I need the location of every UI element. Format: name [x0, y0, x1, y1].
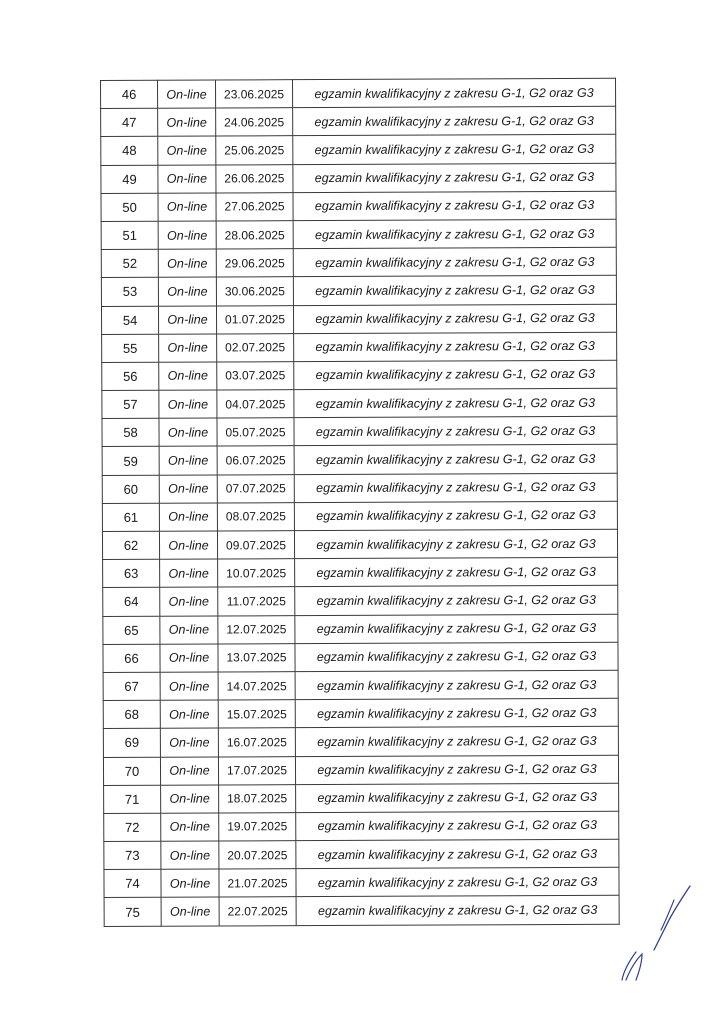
exam-description: egzamin kwalifikacyjny z zakresu G-1, G2 oraz G3 — [293, 135, 616, 165]
exam-mode: On-line — [159, 531, 217, 559]
exam-description: egzamin kwalifikacyjny z zakresu G-1, G2 oraz G3 — [296, 783, 619, 813]
table-row — [101, 276, 616, 306]
exam-description: egzamin kwalifikacyjny z zakresu G-1, G2 oraz G3 — [294, 529, 617, 559]
exam-mode: On-line — [159, 362, 217, 390]
exam-date: 17.07.2025 — [218, 756, 295, 785]
exam-mode: On-line — [160, 644, 218, 672]
exam-description: egzamin kwalifikacyjny z zakresu G-1, G2 oraz G3 — [295, 755, 618, 785]
exam-date: 29.06.2025 — [216, 249, 293, 278]
exam-mode: On-line — [158, 249, 216, 277]
exam-schedule-body — [101, 78, 620, 926]
row-number: 49 — [101, 165, 158, 193]
table-row — [102, 416, 617, 446]
exam-mode: On-line — [160, 587, 218, 615]
row-number: 59 — [102, 447, 159, 475]
row-number: 47 — [101, 108, 158, 136]
exam-mode: On-line — [160, 616, 218, 644]
exam-date: 03.07.2025 — [217, 362, 294, 391]
exam-date: 14.07.2025 — [218, 672, 295, 701]
exam-date: 23.06.2025 — [216, 80, 293, 109]
row-number: 66 — [103, 644, 160, 672]
table-row — [101, 106, 616, 136]
exam-date: 08.07.2025 — [217, 502, 294, 531]
table-row — [103, 670, 618, 700]
exam-description: egzamin kwalifikacyjny z zakresu G-1, G2 oraz G3 — [296, 811, 619, 841]
exam-date: 16.07.2025 — [218, 728, 295, 757]
exam-description: egzamin kwalifikacyjny z zakresu G-1, G2 oraz G3 — [294, 332, 617, 362]
row-number: 48 — [101, 137, 158, 165]
exam-description: egzamin kwalifikacyjny z zakresu G-1, G2 oraz G3 — [293, 276, 616, 306]
exam-mode: On-line — [159, 390, 217, 418]
exam-mode: On-line — [161, 785, 219, 813]
exam-mode: On-line — [158, 277, 216, 305]
exam-date: 13.07.2025 — [218, 643, 295, 672]
exam-date: 06.07.2025 — [217, 446, 294, 475]
exam-date: 12.07.2025 — [218, 615, 295, 644]
exam-description: egzamin kwalifikacyjny z zakresu G-1, G2 oraz G3 — [296, 896, 619, 926]
exam-description: egzamin kwalifikacyjny z zakresu G-1, G2 oraz G3 — [296, 867, 619, 897]
row-number: 53 — [101, 278, 158, 306]
row-number: 54 — [101, 306, 158, 334]
exam-mode: On-line — [160, 700, 218, 728]
exam-description: egzamin kwalifikacyjny z zakresu G-1, G2 oraz G3 — [295, 586, 618, 616]
exam-date: 24.06.2025 — [216, 108, 293, 137]
exam-mode: On-line — [158, 108, 216, 136]
exam-description: egzamin kwalifikacyjny z zakresu G-1, G2 oraz G3 — [293, 247, 616, 277]
exam-mode: On-line — [160, 672, 218, 700]
exam-mode: On-line — [159, 503, 217, 531]
table-row — [104, 783, 619, 813]
table-row — [104, 839, 619, 869]
exam-description: egzamin kwalifikacyjny z zakresu G-1, G2 oraz G3 — [293, 304, 616, 334]
exam-date: 15.07.2025 — [218, 700, 295, 729]
exam-mode: On-line — [160, 756, 218, 784]
table-row — [101, 219, 616, 249]
table-row — [103, 698, 618, 728]
exam-date: 25.06.2025 — [216, 136, 293, 165]
row-number: 69 — [103, 729, 160, 757]
exam-mode: On-line — [158, 193, 216, 221]
exam-mode: On-line — [159, 475, 217, 503]
exam-date: 27.06.2025 — [216, 192, 293, 221]
row-number: 68 — [103, 700, 160, 728]
exam-mode: On-line — [160, 728, 218, 756]
exam-description: egzamin kwalifikacyjny z zakresu G-1, G2 oraz G3 — [295, 698, 618, 728]
table-row — [102, 388, 617, 418]
exam-mode: On-line — [159, 418, 217, 446]
exam-description: egzamin kwalifikacyjny z zakresu G-1, G2 oraz G3 — [296, 839, 619, 869]
exam-mode: On-line — [158, 305, 216, 333]
row-number: 58 — [102, 418, 159, 446]
exam-description: egzamin kwalifikacyjny z zakresu G-1, G2 oraz G3 — [293, 219, 616, 249]
row-number: 64 — [103, 588, 160, 616]
exam-date: 07.07.2025 — [217, 474, 294, 503]
exam-description: egzamin kwalifikacyjny z zakresu G-1, G2 oraz G3 — [295, 727, 618, 757]
exam-date: 20.07.2025 — [219, 841, 296, 870]
table-row — [103, 614, 618, 644]
exam-date: 02.07.2025 — [217, 333, 294, 362]
row-number: 75 — [104, 898, 161, 926]
exam-date: 09.07.2025 — [217, 531, 294, 560]
handwritten-signature — [612, 880, 692, 990]
exam-mode: On-line — [160, 559, 218, 587]
row-number: 60 — [102, 475, 159, 503]
exam-description: egzamin kwalifikacyjny z zakresu G-1, G2 oraz G3 — [294, 501, 617, 531]
row-number: 46 — [101, 80, 158, 108]
exam-date: 30.06.2025 — [216, 277, 293, 306]
exam-mode: On-line — [158, 136, 216, 164]
row-number: 74 — [104, 869, 161, 897]
table-row — [103, 557, 618, 587]
table-row — [101, 304, 616, 334]
table-row — [102, 445, 617, 475]
exam-date: 01.07.2025 — [216, 305, 293, 334]
table-row — [104, 896, 619, 926]
row-number: 56 — [102, 362, 159, 390]
exam-date: 26.06.2025 — [216, 164, 293, 193]
table-row — [101, 191, 616, 221]
exam-date: 21.07.2025 — [219, 869, 296, 898]
signature-stroke-lower — [622, 952, 642, 980]
table-row — [101, 78, 616, 108]
signature-stroke-main — [654, 886, 690, 950]
exam-date: 19.07.2025 — [219, 813, 296, 842]
table-row — [104, 811, 619, 841]
exam-mode: On-line — [161, 841, 219, 869]
table-row — [101, 247, 616, 277]
table-row — [102, 529, 617, 559]
row-number: 67 — [103, 672, 160, 700]
table-row — [103, 586, 618, 616]
table-row — [103, 642, 618, 672]
exam-date: 05.07.2025 — [217, 418, 294, 447]
exam-mode: On-line — [161, 897, 219, 925]
row-number: 52 — [101, 249, 158, 277]
exam-description: egzamin kwalifikacyjny z zakresu G-1, G2 oraz G3 — [293, 78, 616, 108]
table-row — [102, 473, 617, 503]
row-number: 65 — [103, 616, 160, 644]
row-number: 63 — [103, 559, 160, 587]
row-number: 72 — [104, 813, 161, 841]
exam-mode: On-line — [159, 446, 217, 474]
exam-date: 18.07.2025 — [219, 784, 296, 813]
exam-mode: On-line — [158, 221, 216, 249]
exam-date: 10.07.2025 — [218, 559, 295, 588]
exam-date: 04.07.2025 — [217, 390, 294, 419]
exam-description: egzamin kwalifikacyjny z zakresu G-1, G2 oraz G3 — [295, 614, 618, 644]
row-number: 70 — [103, 757, 160, 785]
table-row — [102, 501, 617, 531]
table-row — [103, 755, 618, 785]
exam-description: egzamin kwalifikacyjny z zakresu G-1, G2 oraz G3 — [293, 191, 616, 221]
exam-description: egzamin kwalifikacyjny z zakresu G-1, G2 oraz G3 — [295, 642, 618, 672]
row-number: 73 — [104, 841, 161, 869]
exam-description: egzamin kwalifikacyjny z zakresu G-1, G2 oraz G3 — [295, 557, 618, 587]
row-number: 61 — [102, 503, 159, 531]
exam-date: 28.06.2025 — [216, 221, 293, 250]
exam-description: egzamin kwalifikacyjny z zakresu G-1, G2 oraz G3 — [294, 360, 617, 390]
exam-description: egzamin kwalifikacyjny z zakresu G-1, G2 oraz G3 — [294, 445, 617, 475]
exam-mode: On-line — [158, 80, 216, 108]
table-row — [102, 360, 617, 390]
table-row — [101, 135, 616, 165]
exam-date: 22.07.2025 — [219, 897, 296, 926]
row-number: 51 — [101, 221, 158, 249]
exam-description: egzamin kwalifikacyjny z zakresu G-1, G2 oraz G3 — [293, 106, 616, 136]
row-number: 55 — [102, 334, 159, 362]
table-row — [104, 867, 619, 897]
exam-description: egzamin kwalifikacyjny z zakresu G-1, G2 oraz G3 — [294, 473, 617, 503]
exam-date: 11.07.2025 — [218, 587, 295, 616]
row-number: 71 — [104, 785, 161, 813]
exam-description: egzamin kwalifikacyjny z zakresu G-1, G2 oraz G3 — [294, 416, 617, 446]
exam-mode: On-line — [159, 334, 217, 362]
row-number: 62 — [102, 531, 159, 559]
row-number: 57 — [102, 390, 159, 418]
table-row — [103, 727, 618, 757]
exam-schedule-table — [100, 78, 620, 927]
exam-description: egzamin kwalifikacyjny z zakresu G-1, G2 oraz G3 — [293, 163, 616, 193]
exam-description: egzamin kwalifikacyjny z zakresu G-1, G2 oraz G3 — [294, 388, 617, 418]
table-row — [101, 163, 616, 193]
row-number: 50 — [101, 193, 158, 221]
exam-description: egzamin kwalifikacyjny z zakresu G-1, G2 oraz G3 — [295, 670, 618, 700]
table-row — [102, 332, 617, 362]
exam-mode: On-line — [161, 813, 219, 841]
exam-mode: On-line — [161, 869, 219, 897]
exam-mode: On-line — [158, 165, 216, 193]
schedule-table-container — [100, 78, 620, 927]
